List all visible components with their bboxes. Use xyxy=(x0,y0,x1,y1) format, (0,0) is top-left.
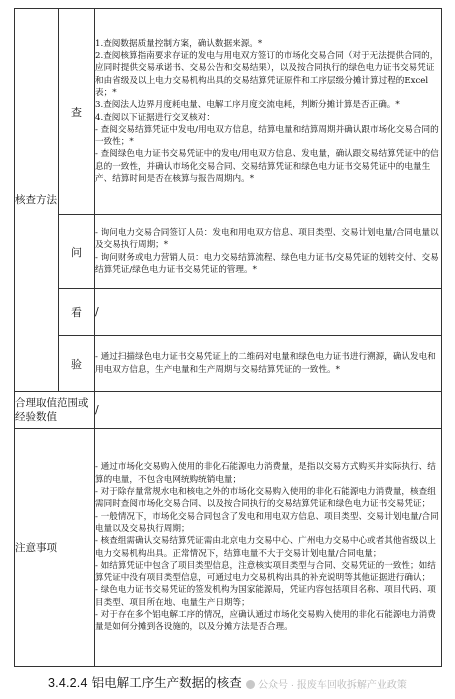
row-notes xyxy=(15,429,442,667)
paragraph: 4.查阅以下证据进行交叉核对： xyxy=(95,112,215,123)
range-label: 合理取值范围或经验数值 xyxy=(15,392,95,429)
section-heading xyxy=(48,673,242,691)
watermark xyxy=(246,676,407,691)
paragraph: - 查阅绿色电力证书交易凭证中的发电/用电双方信息、发电量，确认跟交易结算凭证中的信息的一致性，并确认市场化交易合同、交易结算凭证和绿色电力证书交易凭证中的电量生产、结算时间是否在核算与报告周期内。* xyxy=(95,149,439,184)
verification-table xyxy=(14,8,442,667)
row-verify xyxy=(15,336,442,392)
ask-content xyxy=(95,215,442,289)
paragraph: - 通过扫描绿色电力证书交易凭证上的二维码对电量和绿色电力证书进行溯源，确认发电和用电双方信息，生产电量和生产周期与交易结算凭证的一致性。* xyxy=(95,352,436,375)
section-number: 3.4.2.4 xyxy=(48,676,88,690)
notes-content xyxy=(95,429,442,667)
paragraph: - 查阅交易结算凭证中发电/用电双方信息，结算电量和结算周期并确认跟市场化交易合同的一致性；* xyxy=(95,124,439,148)
wechat-icon xyxy=(246,680,255,689)
look-content: / xyxy=(95,289,442,336)
section-title: 铝电解工序生产数据的核查 xyxy=(91,675,242,690)
method-category-cell: 核查方法 xyxy=(15,9,59,392)
paragraph: - 对于存在多个铝电解工序的情况，应确认通过市场化交易购入使用的非化石能源电力消费量是如何分摊到各设施的，以及分摊方法是否合理。 xyxy=(95,609,436,633)
paragraph: - 对于除存量常规水电和核电之外的市场化交易购入使用的非化石能源电力消费量，核查组需同时查阅市场化交易合同、以及按合同执行的交易结算凭证和绿色电力证书交易凭证； xyxy=(95,487,436,510)
row-look xyxy=(15,289,442,336)
check-label: 查 xyxy=(59,9,95,215)
paragraph: - 核查组需确认交易结算凭证需由北京电力交易中心、广州电力交易中心或者其他省级以上电力交易机构出具。正常情况下，结算电量不大于交易计划电量/合同电量； xyxy=(95,536,436,559)
verify-content xyxy=(95,336,442,392)
watermark-text: 公众号 · 报废车回收拆解产业政策 xyxy=(258,680,407,691)
range-content: / xyxy=(95,392,442,429)
notes-label: 注意事项 xyxy=(15,429,95,667)
look-label: 看 xyxy=(59,289,95,336)
paragraph: - 如结算凭证中包含了项目类型信息，注意核实项目类型与合同、交易凭证的一致性；如结算凭证中没有项目类型信息，可通过电力交易机构出具的补充说明等其他证据进行确认； xyxy=(95,560,436,584)
paragraph: - 询问财务或电力营销人员：电力交易结算流程、绿色电力证书/交易凭证的划转交付、交易结算凭证/绿色电力证书交易凭证的管理。* xyxy=(95,252,439,275)
ask-label: 问 xyxy=(59,215,95,289)
row-check xyxy=(15,9,442,215)
row-ask xyxy=(15,215,442,289)
verify-label: 验 xyxy=(59,336,95,392)
row-range xyxy=(15,392,442,429)
paragraph: - 询问电力交易合同签订人员：发电和用电双方信息、项目类型、交易计划电量/合同电量以及交易执行周期；* xyxy=(95,227,439,251)
paragraph: - 一般情况下，市场化交易合同包含了发电和用电双方信息、项目类型、交易计划电量/合同电量以及交易执行周期； xyxy=(95,511,439,534)
paragraph: 1.查阅数据质量控制方案，确认数据来源。* xyxy=(95,38,263,49)
paragraph: - 绿色电力证书交易凭证的签发机构为国家能源局，凭证内容包括项目名称、项目代码、项目类型、项目所在地、电量生产日期等； xyxy=(95,585,436,608)
check-content xyxy=(95,9,442,215)
paragraph: 3.查阅法人边界月度耗电量、电解工序月度交流电耗，判断分摊计算是否正确。* xyxy=(95,100,400,111)
paragraph: - 通过市场化交易购入使用的非化石能源电力消费量，是指以交易方式购买并实际执行、结算的电量，不包含电网统购统销电量； xyxy=(95,462,436,485)
paragraph: 2.查阅核算指南要求存证的发电与用电双方签订的市场化交易合同（对于无法提供合同的，应同时提供交易承诺书、交易公告和交易结果），以及按合同执行的绿色电力证书交易凭证和由省级及以上电力交易机构出具的交易结算凭证原件和工序层级分摊计算过程的Excel表；* xyxy=(95,51,439,98)
